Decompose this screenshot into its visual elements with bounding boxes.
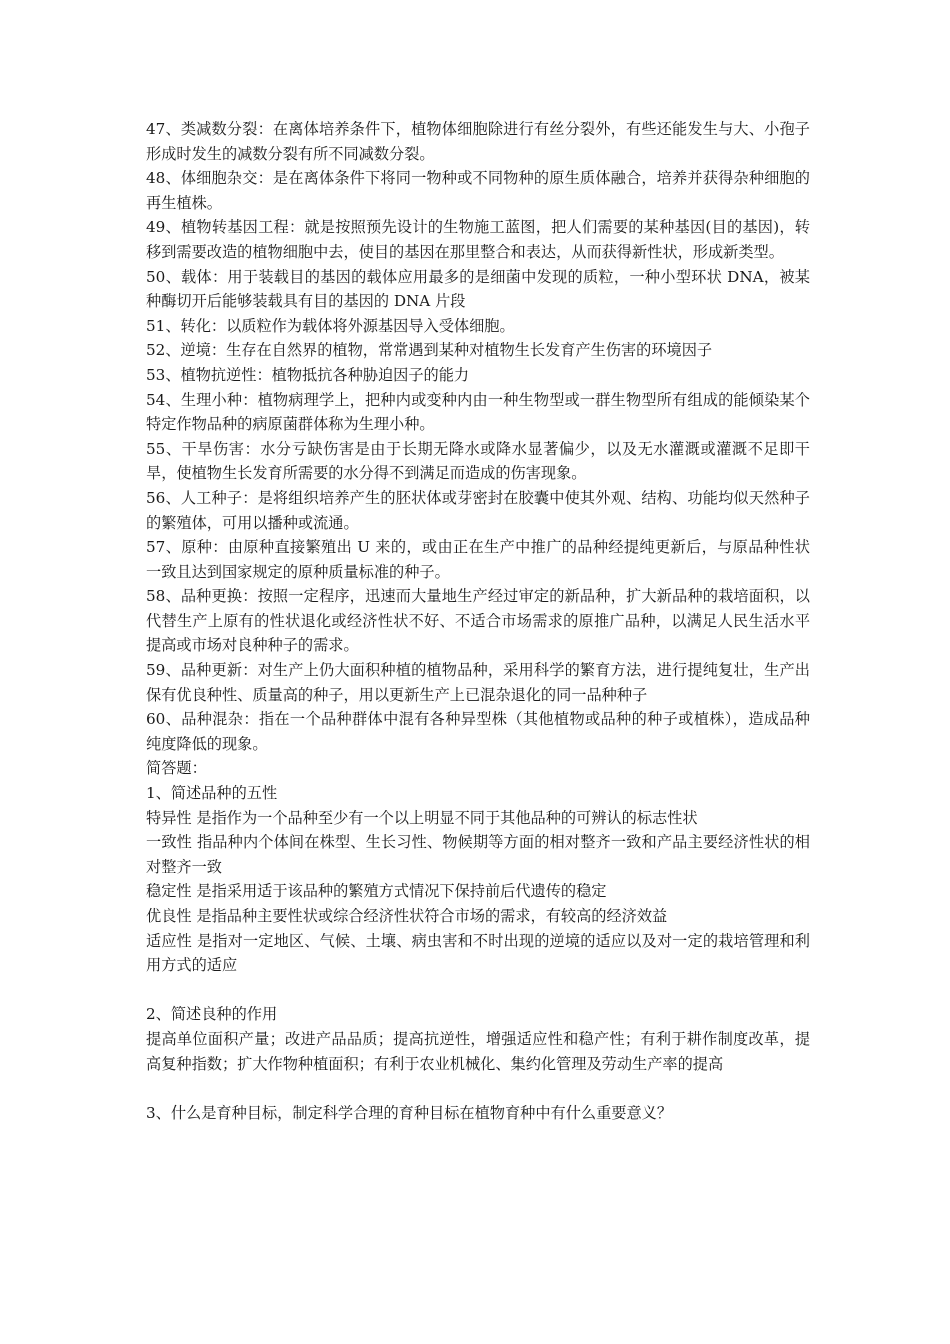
question-2-answer: 提高单位面积产量；改进产品品质；提高抗逆性，增强适应性和稳产性；有利于耕作制度改革，提高复种指数；扩大作物种植面积；有利于农业机械化、集约化管理及劳动生产率的提高	[146, 1029, 810, 1073]
q1-item-stability: 稳定性 是指采用适于该品种的繁殖方式情况下保持前后代遗传的稳定	[146, 882, 607, 901]
definition-48: 48、体细胞杂交：是在离体条件下将同一物种或不同物种的原生质体融合，培养并获得杂种细胞的再生植株。	[146, 169, 810, 212]
definition-56: 56、人工种子：是将组织培养产生的胚状体或芽密封在胶囊中使其外观、结构、功能均似天然种子的繁殖体，可用以播种或流通。	[146, 488, 810, 532]
definition-59: 59、品种更新：对生产上仍大面积种植的植物品种，采用科学的繁育方法，进行提纯复壮，生产出保有优良种性、质量高的种子，用以更新生产上已混杂退化的同一品种种子	[146, 661, 810, 704]
q1-item-distinctness: 特异性 是指作为一个品种至少有一个以上明显不同于其他品种的可辨认的标志性状	[146, 808, 698, 827]
definition-55: 55、干旱伤害：水分亏缺伤害是由于长期无降水或降水显著偏少，以及无水灌溉或灌溉不足即干旱，使植物生长发育所需要的水分得不到满足而造成的伤害现象。	[146, 439, 810, 483]
definition-52: 52、逆境：生存在自然界的植物，常常遇到某种对植物生长发育产生伤害的环境因子	[146, 341, 713, 360]
definition-60: 60、品种混杂：指在一个品种群体中混有各种异型株（其他植物或品种的种子或植株），造成品种纯度降低的现象。	[146, 710, 810, 753]
definition-47: 47、类减数分裂：在离体培养条件下，植物体细胞除进行有丝分裂外，有些还能发生与大、小孢子形成时发生的减数分裂有所不同减数分裂。	[146, 120, 810, 163]
definition-49: 49、植物转基因工程：就是按照预先设计的生物施工蓝图，把人们需要的某种基因(目的基因)，转移到需要改造的植物细胞中去，使目的基因在那里整合和表达，从而获得新性状，形成新类型。	[146, 218, 810, 261]
blank-line	[146, 1076, 810, 1101]
question-3-title: 3、什么是育种目标，制定科学合理的育种目标在植物育种中有什么重要意义？	[146, 1103, 673, 1122]
q1-item-superiority: 优良性 是指品种主要性状或综合经济性状符合市场的需求，有较高的经济效益	[146, 907, 668, 925]
document-page	[146, 117, 810, 1125]
question-1-title: 1、简述品种的五性	[146, 784, 278, 803]
definition-51: 51、转化：以质粒作为载体将外源基因导入受体细胞。	[146, 316, 515, 335]
q1-item-uniformity: 一致性 指品种内个体间在株型、生长习性、物候期等方面的相对整齐一致和产品主要经济性状的相对整齐一致	[146, 833, 810, 876]
definition-54: 54、生理小种：植物病理学上，把种内或变种内由一种生物型或一群生物型所有组成的能倾染某个特定作物品种的病原菌群体称为生理小种。	[146, 390, 810, 434]
definition-57: 57、原种：由原种直接繁殖出 U 来的，或由正在生产中推广的品种经提纯更新后，与原品种性状一致且达到国家规定的原种质量标准的种子。	[146, 538, 810, 581]
definition-58: 58、品种更换：按照一定程序，迅速而大量地生产经过审定的新品种，扩大新品种的栽培面积，以代替生产上原有的性状退化或经济性状不好、不适合市场需求的原推广品种，以满足人民生活水平提高或市场对良种种子的需求。	[146, 587, 810, 655]
question-2-title: 2、简述良种的作用	[146, 1005, 278, 1024]
blank-line	[146, 978, 810, 1003]
definition-50: 50、载体：用于装载目的基因的载体应用最多的是细菌中发现的质粒，一种小型环状 DNA，被某种酶切开后能够装载具有目的基因的 DNA 片段	[146, 267, 810, 311]
short-answer-heading: 简答题：	[146, 759, 207, 778]
definition-53: 53、植物抗逆性：植物抵抗各种胁迫因子的能力	[146, 365, 470, 384]
q1-item-adaptability: 适应性 是指对一定地区、气候、土壤、病虫害和不时出现的逆境的适应以及对一定的栽培管理和利用方式的适应	[146, 931, 810, 975]
